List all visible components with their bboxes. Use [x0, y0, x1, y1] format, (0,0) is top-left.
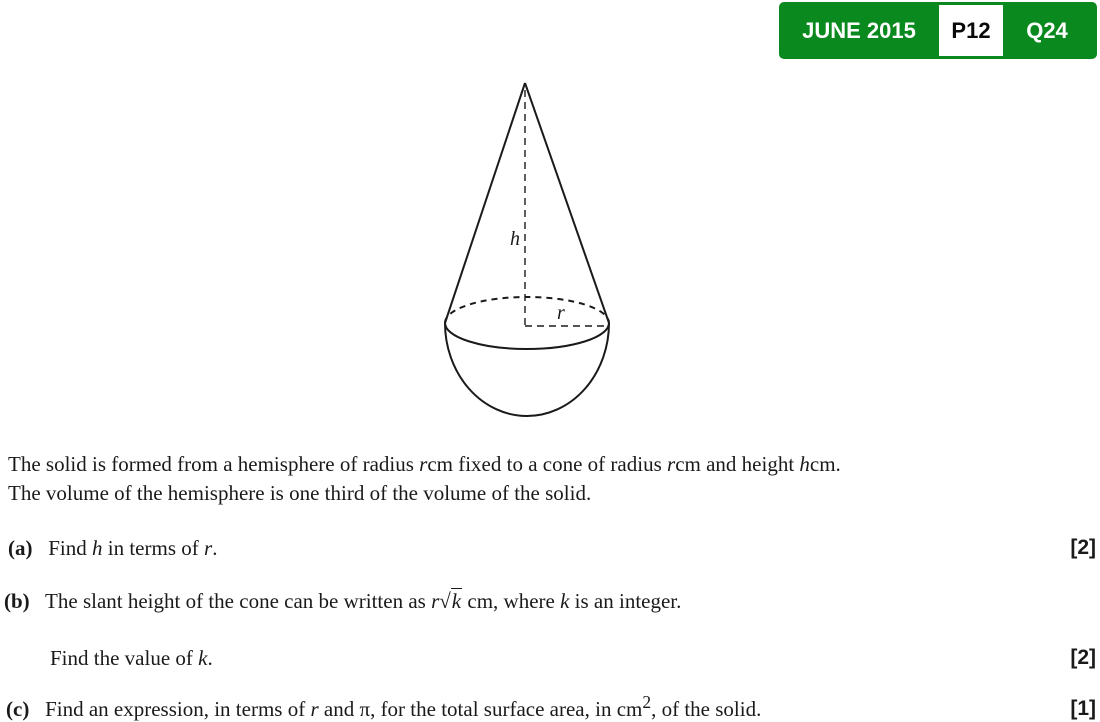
rim-back-dashed — [445, 297, 609, 323]
part-b — [4, 589, 681, 614]
intro-line-2: The volume of the hemisphere is one third of the volume of the solid. — [8, 481, 592, 505]
part-b-marks: [2] — [1070, 646, 1096, 669]
question-number: Q24 — [1026, 17, 1068, 43]
part-c-label: (c) — [6, 697, 30, 721]
part-b-label: (b) — [4, 589, 30, 613]
rim-front — [445, 323, 609, 349]
part-b-text: The slant height of the cone can be written as r√k cm, where k is an integer. — [45, 589, 682, 613]
part-a-marks: [2] — [1070, 536, 1096, 559]
part-a — [8, 536, 217, 561]
cone-hemisphere-diagram — [400, 70, 660, 430]
part-c-marks: [1] — [1070, 697, 1096, 720]
cone-right-edge — [525, 83, 609, 323]
cone-left-edge — [445, 83, 525, 323]
part-a-label: (a) — [8, 536, 33, 560]
exam-reference-tag — [779, 2, 1097, 59]
part-c-text: Find an expression, in terms of r and π, for the total surface area, in $cm^2$, of the solid. — [45, 692, 762, 721]
intro-line-1: The solid is formed from a hemisphere of radius rcm fixed to a cone of radius rcm and height hcm. — [8, 452, 841, 476]
height-label: h — [510, 228, 520, 250]
hemisphere-outline — [445, 323, 609, 416]
diagram-svg — [400, 70, 660, 430]
square-root: √k — [439, 589, 462, 613]
radius-label: r — [557, 302, 565, 324]
part-c — [6, 692, 761, 722]
exam-date: JUNE 2015 — [802, 17, 916, 43]
paper-code: P12 — [939, 5, 1003, 56]
part-b-subquestion: Find the value of k. — [50, 646, 213, 670]
part-a-text: Find h in terms of r. — [48, 536, 218, 560]
